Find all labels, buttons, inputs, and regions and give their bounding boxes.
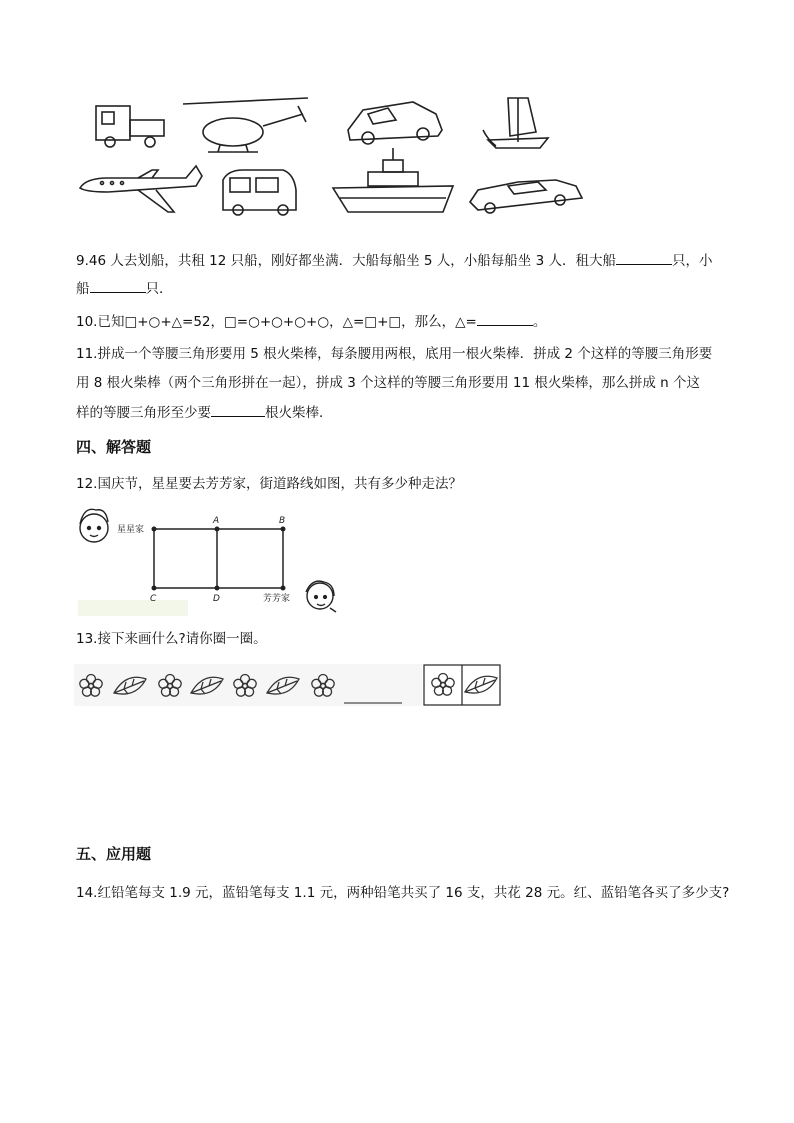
q11-line1 (76, 345, 712, 363)
street-grid (154, 529, 283, 588)
helicopter-icon (183, 98, 308, 152)
label-point-d: D (213, 594, 220, 604)
street-map-diagram (72, 500, 342, 625)
vehicles-illustration (78, 90, 598, 220)
q10-text: 10.已知□+○+△=52，□=○+○+○+○，△=□+□，那么，△= (76, 314, 477, 330)
q9-line1 (76, 252, 712, 270)
label-start: 星星家 (117, 525, 145, 535)
q9-text-line2: 船 (76, 281, 90, 297)
xingxing-avatar-icon (80, 509, 108, 542)
q11-text-line3-suffix: 根火柴棒． (265, 405, 333, 421)
q12-text: 12.国庆节，星星要去芳芳家，街道路线如图，共有多少种走法？ (76, 476, 462, 492)
label-point-b: B (279, 516, 286, 526)
truck-icon (96, 106, 164, 147)
q9-blank-large-boats[interactable] (616, 252, 672, 265)
label-point-c: C (150, 594, 157, 604)
section-heading-4: 四、解答题 (76, 438, 152, 456)
q11-text-line3: 样的等腰三角形至少要 (76, 405, 211, 421)
q9-text-line2-suffix: 只． (145, 281, 173, 297)
q13-text: 13.接下来画什么?请你圈一圈。 (76, 631, 267, 647)
q14-text: 14.红铅笔每支 1.9 元，蓝铅笔每支 1.1 元，两种铅笔共买了 16 支，共花 28 元。红、蓝铅笔各买了多少支? (76, 885, 730, 901)
pattern-sequence (74, 664, 504, 708)
q10-text-suffix: 。 (532, 314, 547, 330)
q9-blank-small-boats[interactable] (90, 280, 146, 293)
q11-text-line1: 11.拼成一个等腰三角形要用 5 根火柴棒，每条腰用两根，底用一根火柴棒．拼成 2 个这样的等腰三角形要 (76, 346, 713, 362)
q9-line2 (76, 280, 173, 298)
ship-icon (333, 148, 453, 212)
q9-text-suffix: 只，小 (671, 253, 713, 269)
sailboat-icon (483, 98, 548, 148)
section-heading-5: 五、应用题 (76, 845, 152, 863)
label-end: 芳芳家 (263, 594, 291, 604)
q11-text-line2: 用 8 根火柴棒（两个三角形拼在一起），拼成 3 个这样的等腰三角形要用 11 根火柴棒，那么拼成 n 个这 (76, 375, 700, 391)
q11-line3 (76, 404, 333, 422)
q10-blank[interactable] (477, 313, 533, 326)
fangfang-avatar-icon (306, 581, 336, 612)
sports-car-icon (470, 180, 582, 213)
q10-line (76, 313, 546, 331)
q11-line2 (76, 374, 700, 392)
airplane-icon (80, 166, 202, 212)
car-icon (348, 102, 442, 144)
van-icon (223, 170, 296, 215)
q9-text: 9.46 人去划船，共租 12 只船，刚好都坐满．大船每船坐 5 人，小船每船坐 3 人．租大船 (76, 253, 616, 269)
label-point-a: A (213, 516, 220, 526)
q11-blank[interactable] (211, 404, 265, 417)
